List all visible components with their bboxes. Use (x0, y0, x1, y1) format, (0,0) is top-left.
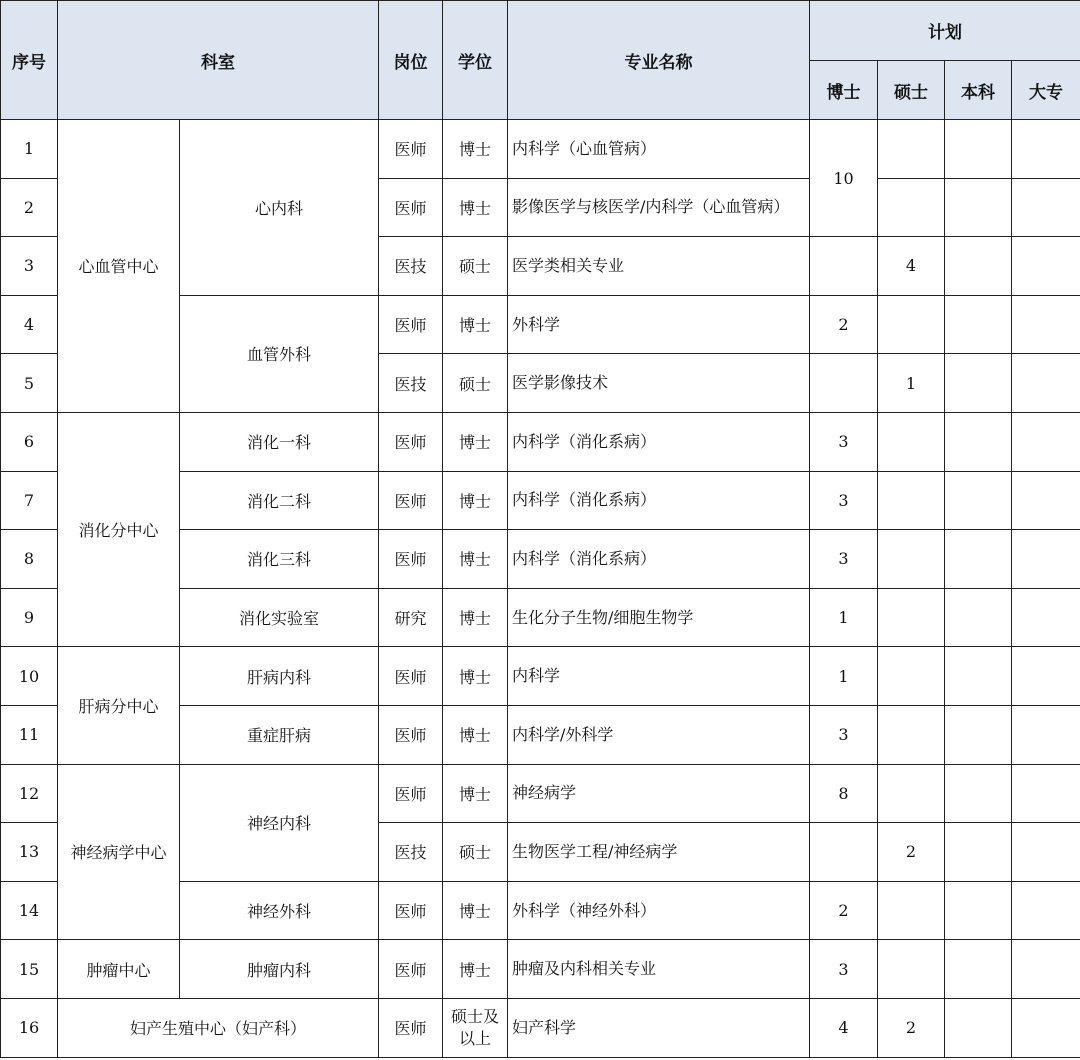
major-cell: 外科学 (508, 295, 810, 354)
degree-cell: 博士 (443, 471, 508, 530)
row-number: 16 (1, 998, 58, 1057)
header-dept: 科室 (58, 1, 379, 120)
row-number: 4 (1, 295, 58, 354)
header-plan-master: 硕士 (878, 61, 945, 120)
row-number: 1 (1, 120, 58, 179)
college-count-cell (1012, 764, 1080, 823)
department-cell: 神经内科 (180, 764, 379, 881)
row-number: 7 (1, 471, 58, 530)
phd-count-cell: 8 (810, 764, 878, 823)
post-cell: 医师 (379, 940, 443, 999)
degree-cell: 硕士 (443, 237, 508, 296)
degree-cell: 博士 (443, 940, 508, 999)
major-cell: 外科学（神经外科） (508, 881, 810, 940)
center-cell: 消化分中心 (58, 412, 180, 646)
degree-cell: 硕士 (443, 354, 508, 413)
major-cell: 生化分子生物/细胞生物学 (508, 588, 810, 647)
row-number: 6 (1, 412, 58, 471)
college-count-cell (1012, 705, 1080, 764)
bachelor-count-cell (945, 530, 1012, 589)
department-cell: 心内科 (180, 120, 379, 296)
table-header (1, 1, 1080, 120)
row-number: 12 (1, 764, 58, 823)
college-count-cell (1012, 881, 1080, 940)
header-plan-bachelor: 本科 (945, 61, 1012, 120)
phd-count-cell: 10 (810, 120, 878, 237)
phd-count-cell: 3 (810, 471, 878, 530)
post-cell: 医技 (379, 237, 443, 296)
phd-count-cell: 1 (810, 647, 878, 706)
phd-count-cell (810, 354, 878, 413)
header-seq: 序号 (1, 1, 58, 120)
master-count-cell (878, 412, 945, 471)
master-count-cell (878, 120, 945, 179)
table-row (1, 940, 1080, 999)
table-row (1, 120, 1080, 179)
major-cell: 内科学（消化系病） (508, 530, 810, 589)
major-cell: 神经病学 (508, 764, 810, 823)
major-cell: 医学影像技术 (508, 354, 810, 413)
college-count-cell (1012, 471, 1080, 530)
post-cell: 医师 (379, 705, 443, 764)
post-cell: 医技 (379, 823, 443, 882)
phd-count-cell: 1 (810, 588, 878, 647)
post-cell: 医师 (379, 295, 443, 354)
major-cell: 内科学（心血管病） (508, 120, 810, 179)
major-cell: 肿瘤及内科相关专业 (508, 940, 810, 999)
master-count-cell (878, 471, 945, 530)
post-cell: 医师 (379, 178, 443, 237)
header-plan: 计划 (810, 1, 1080, 61)
master-count-cell (878, 178, 945, 237)
row-number: 9 (1, 588, 58, 647)
degree-cell: 博士 (443, 178, 508, 237)
phd-count-cell: 3 (810, 940, 878, 999)
college-count-cell (1012, 940, 1080, 999)
degree-cell: 博士 (443, 588, 508, 647)
major-cell: 内科学 (508, 647, 810, 706)
degree-cell: 博士 (443, 530, 508, 589)
degree-cell: 博士 (443, 120, 508, 179)
department-cell: 消化一科 (180, 412, 379, 471)
department-cell: 血管外科 (180, 295, 379, 412)
master-count-cell (878, 705, 945, 764)
bachelor-count-cell (945, 823, 1012, 882)
master-count-cell: 2 (878, 823, 945, 882)
post-cell: 医师 (379, 120, 443, 179)
header-post: 岗位 (379, 1, 443, 120)
degree-cell: 博士 (443, 764, 508, 823)
college-count-cell (1012, 530, 1080, 589)
row-number: 14 (1, 881, 58, 940)
bachelor-count-cell (945, 354, 1012, 413)
major-cell: 妇产科学 (508, 998, 810, 1057)
bachelor-count-cell (945, 588, 1012, 647)
phd-count-cell: 3 (810, 412, 878, 471)
master-count-cell (878, 295, 945, 354)
bachelor-count-cell (945, 412, 1012, 471)
major-cell: 生物医学工程/神经病学 (508, 823, 810, 882)
post-cell: 医师 (379, 764, 443, 823)
bachelor-count-cell (945, 471, 1012, 530)
degree-cell: 硕士及以上 (443, 998, 508, 1057)
college-count-cell (1012, 295, 1080, 354)
phd-count-cell: 2 (810, 881, 878, 940)
master-count-cell: 4 (878, 237, 945, 296)
college-count-cell (1012, 647, 1080, 706)
phd-count-cell: 3 (810, 530, 878, 589)
department-cell: 神经外科 (180, 881, 379, 940)
table-row (1, 647, 1080, 706)
degree-cell: 博士 (443, 881, 508, 940)
row-number: 8 (1, 530, 58, 589)
center-cell: 肝病分中心 (58, 647, 180, 764)
header-degree: 学位 (443, 1, 508, 120)
master-count-cell (878, 588, 945, 647)
post-cell: 研究 (379, 588, 443, 647)
phd-count-cell: 2 (810, 295, 878, 354)
department-cell: 消化实验室 (180, 588, 379, 647)
college-count-cell (1012, 998, 1080, 1057)
master-count-cell (878, 881, 945, 940)
table-row (1, 764, 1080, 823)
bachelor-count-cell (945, 178, 1012, 237)
post-cell: 医师 (379, 998, 443, 1057)
row-number: 15 (1, 940, 58, 999)
row-number: 13 (1, 823, 58, 882)
row-number: 3 (1, 237, 58, 296)
header-plan-phd: 博士 (810, 61, 878, 120)
degree-cell: 博士 (443, 412, 508, 471)
college-count-cell (1012, 588, 1080, 647)
major-cell: 内科学/外科学 (508, 705, 810, 764)
bachelor-count-cell (945, 237, 1012, 296)
post-cell: 医师 (379, 471, 443, 530)
department-cell: 肿瘤内科 (180, 940, 379, 999)
post-cell: 医师 (379, 530, 443, 589)
row-number: 11 (1, 705, 58, 764)
table-row (1, 998, 1080, 1057)
bachelor-count-cell (945, 705, 1012, 764)
major-cell: 内科学（消化系病） (508, 412, 810, 471)
degree-cell: 博士 (443, 295, 508, 354)
row-number: 10 (1, 647, 58, 706)
phd-count-cell (810, 237, 878, 296)
degree-cell: 博士 (443, 705, 508, 764)
phd-count-cell (810, 823, 878, 882)
table-body (1, 120, 1080, 1058)
phd-count-cell: 4 (810, 998, 878, 1057)
department-cell: 消化二科 (180, 471, 379, 530)
bachelor-count-cell (945, 647, 1012, 706)
college-count-cell (1012, 412, 1080, 471)
master-count-cell: 2 (878, 998, 945, 1057)
center-cell: 妇产生殖中心（妇产科） (58, 998, 379, 1057)
college-count-cell (1012, 120, 1080, 179)
master-count-cell (878, 940, 945, 999)
department-cell: 肝病内科 (180, 647, 379, 706)
table-row (1, 412, 1080, 471)
degree-cell: 博士 (443, 647, 508, 706)
department-cell: 消化三科 (180, 530, 379, 589)
row-number: 2 (1, 178, 58, 237)
post-cell: 医师 (379, 881, 443, 940)
post-cell: 医师 (379, 412, 443, 471)
bachelor-count-cell (945, 940, 1012, 999)
bachelor-count-cell (945, 998, 1012, 1057)
bachelor-count-cell (945, 120, 1012, 179)
center-cell: 肿瘤中心 (58, 940, 180, 999)
bachelor-count-cell (945, 295, 1012, 354)
bachelor-count-cell (945, 764, 1012, 823)
master-count-cell (878, 530, 945, 589)
center-cell: 心血管中心 (58, 120, 180, 413)
college-count-cell (1012, 823, 1080, 882)
phd-count-cell: 3 (810, 705, 878, 764)
major-cell: 医学类相关专业 (508, 237, 810, 296)
major-cell: 内科学（消化系病） (508, 471, 810, 530)
post-cell: 医师 (379, 647, 443, 706)
center-cell: 神经病学中心 (58, 764, 180, 940)
college-count-cell (1012, 354, 1080, 413)
degree-cell: 硕士 (443, 823, 508, 882)
major-cell: 影像医学与核医学/内科学（心血管病） (508, 178, 810, 237)
bachelor-count-cell (945, 881, 1012, 940)
college-count-cell (1012, 237, 1080, 296)
college-count-cell (1012, 178, 1080, 237)
master-count-cell (878, 647, 945, 706)
master-count-cell (878, 764, 945, 823)
master-count-cell: 1 (878, 354, 945, 413)
post-cell: 医技 (379, 354, 443, 413)
header-plan-college: 大专 (1012, 61, 1080, 120)
row-number: 5 (1, 354, 58, 413)
department-cell: 重症肝病 (180, 705, 379, 764)
header-major: 专业名称 (508, 1, 810, 120)
